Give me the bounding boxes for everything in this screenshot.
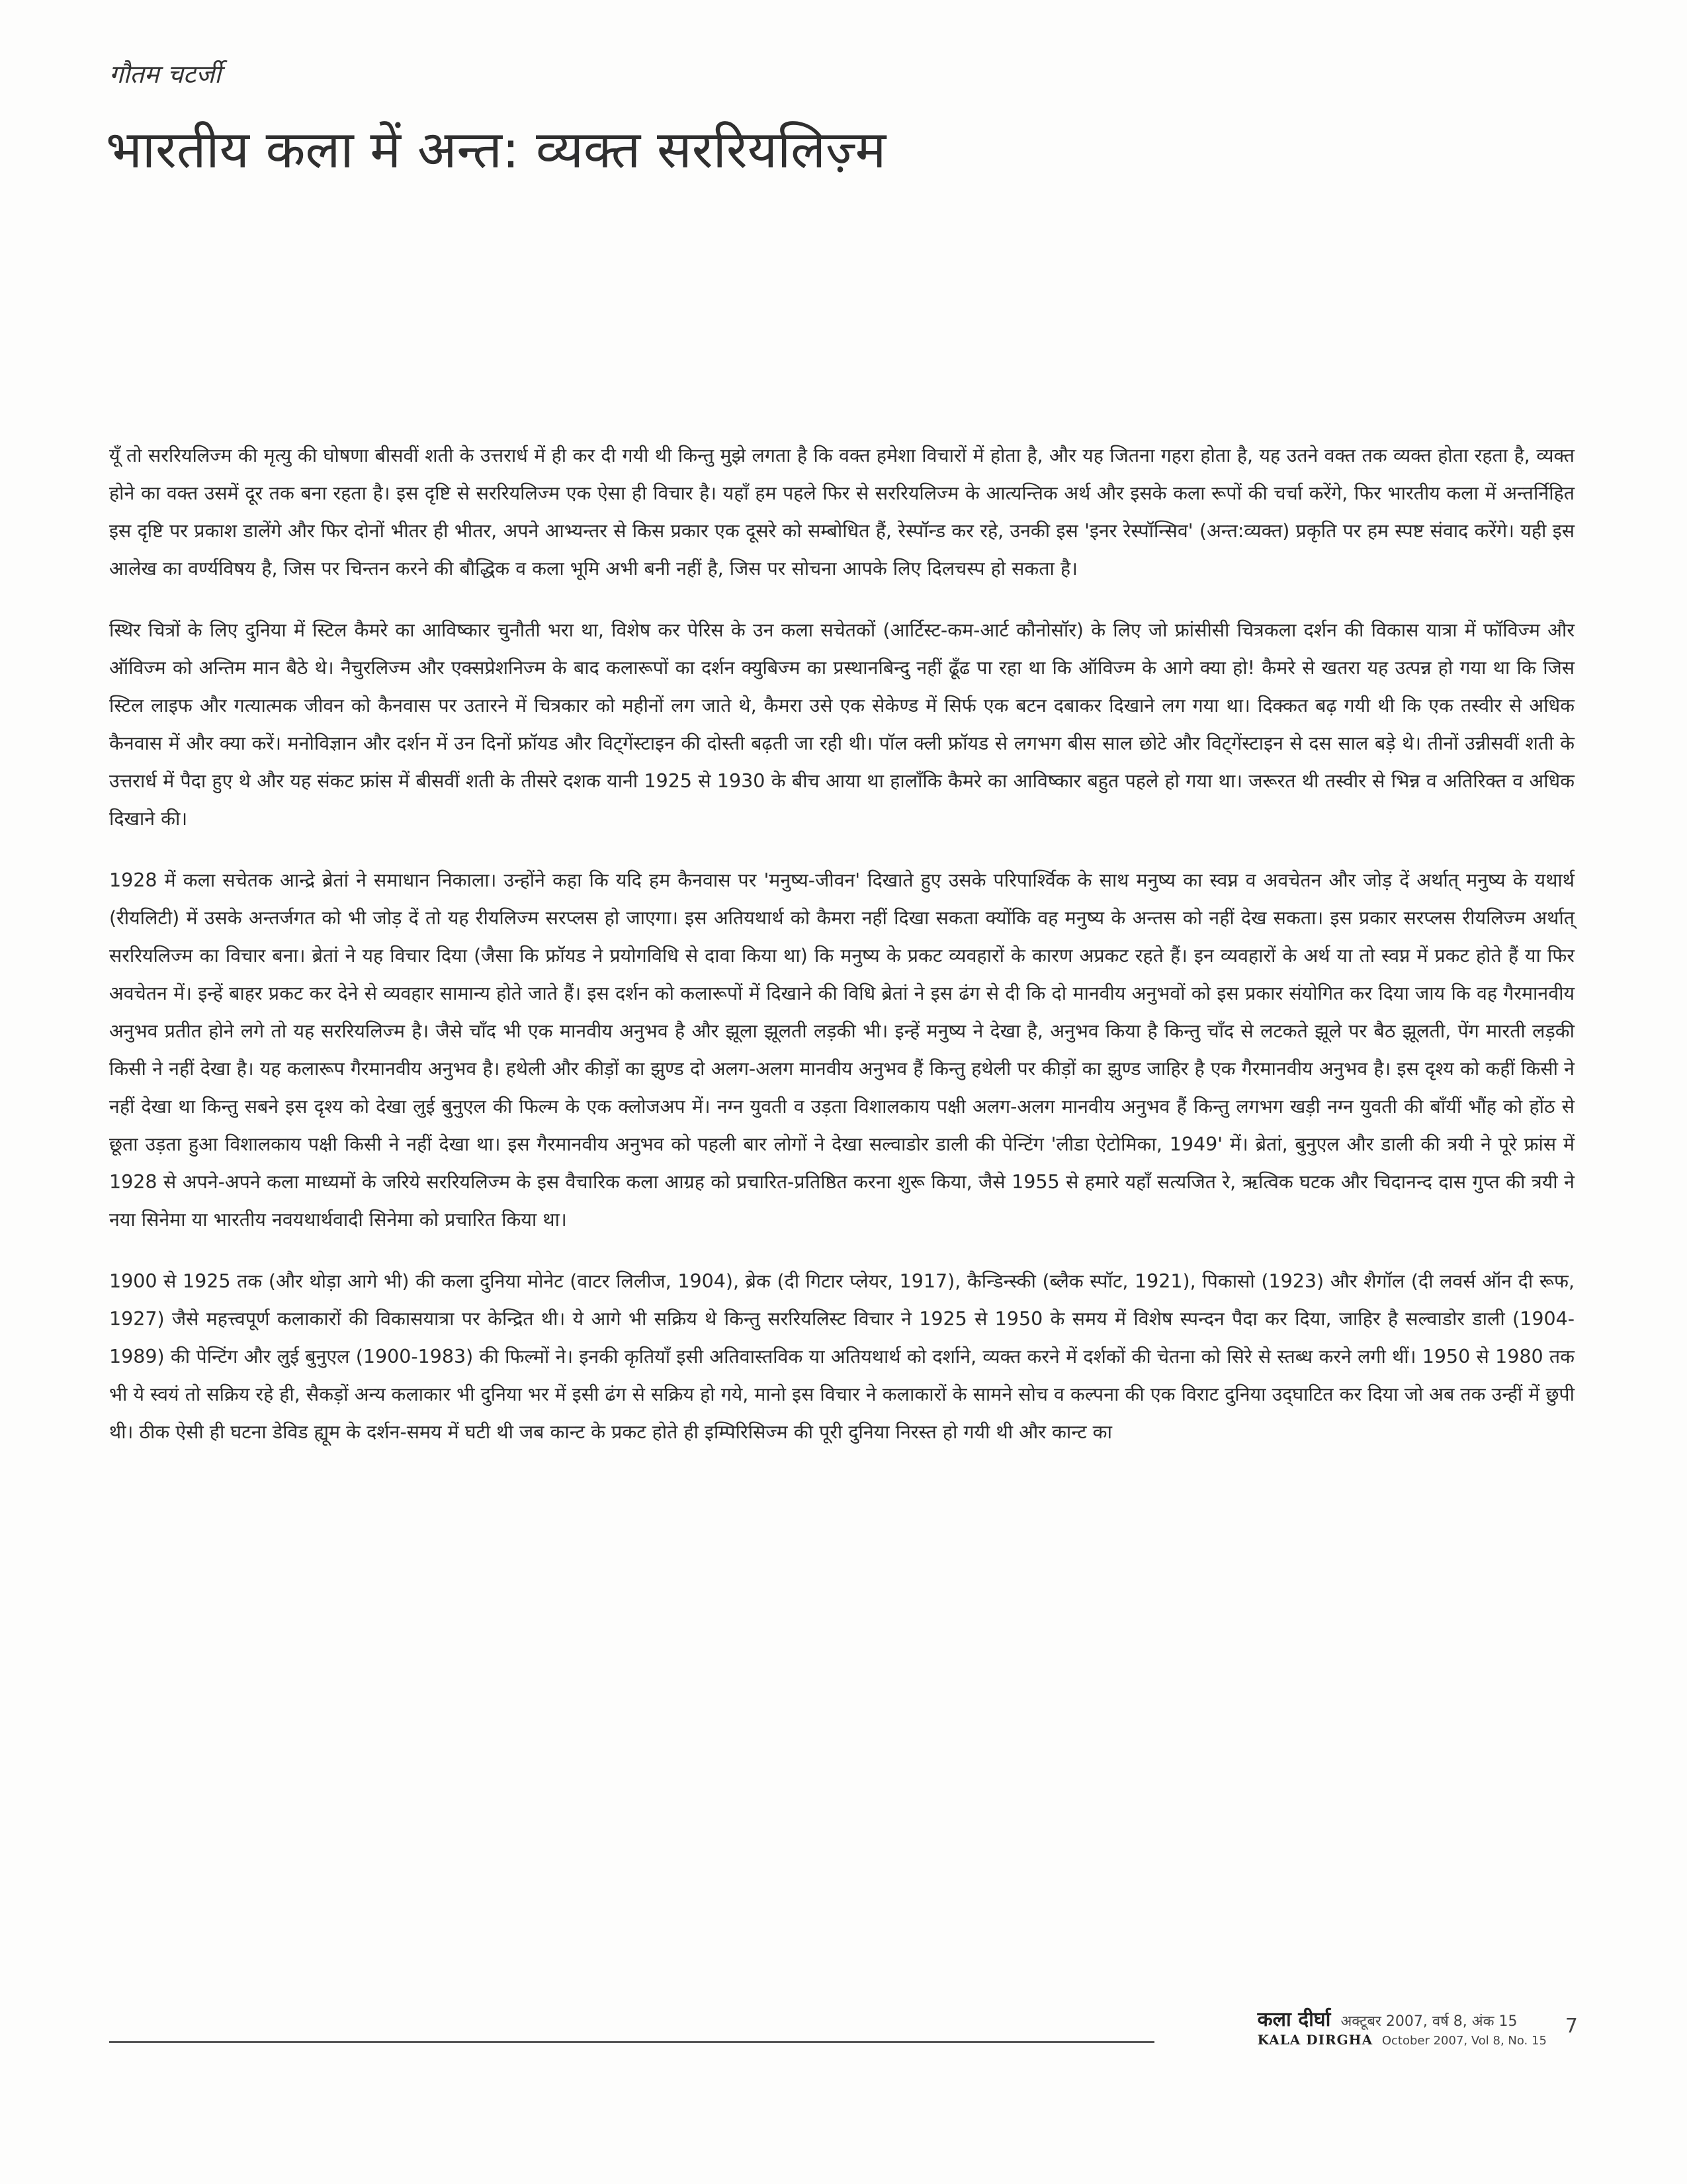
journal-name-english: KALA DIRGHA [1257,2032,1373,2048]
paragraph: 1928 में कला सचेतक आन्द्रे ब्रेतां ने समाधान निकाला। उन्होंने कहा कि यदि हम कैनवास पर 'मनुष्य-जीवन' दिखाते हुए उसके परिपार्श्विक के साथ मनुष्य का स्वप्न व अवचेतन और जोड़ दें अर्थात् मनुष्य के यथार्थ (रीयलिटी) में उसके अन्तर्जगत को भी जोड़ दें तो यह रीयलिज्म सरप्लस हो जाएगा। इस अतियथार्थ को कैमरा नहीं दिखा सकता क्योंकि वह मनुष्य के अन्तस को नहीं देख सकता। इस प्रकार सरप्लस रीयलिज्म अर्थात् सररियलिज्म का विचार बना। ब्रेतां ने यह विचार दिया (जैसा कि फ्रॉयड ने प्रयोगविधि से दावा किया था) कि मनुष्य के प्रकट व्यवहारों के कारण अप्रकट रहते हैं। इन व्यवहारों के अर्थ या तो स्वप्न में प्रकट होते हैं या फिर अवचेतन में। इन्हें बाहर प्रकट कर देने से व्यवहार सामान्य होते जाते हैं। इस दर्शन को कलारूपों में दिखाने की विधि ब्रेतां ने इस ढंग से दी कि दो मानवीय अनुभवों को इस प्रकार संयोगित कर दिया जाय कि वह गैरमानवीय अनुभव प्रतीत होने लगे तो यह सररियलिज्म है। जैसे चाँद भी एक मानवीय अनुभव है और झूला झूलती लड़की भी। इन्हें मनुष्य ने देखा है, अनुभव किया है किन्तु चाँद से लटकते झूले पर बैठ झूलती, पेंग मारती लड़की किसी ने नहीं देखा है। यह कलारूप गैरमानवीय अनुभव है। हथेली और कीड़ों का झुण्ड दो अलग-अलग मानवीय अनुभव हैं किन्तु हथेली पर कीड़ों का झुण्ड जाहिर है एक गैरमानवीय अनुभव है। इस दृश्य को कहीं किसी ने नहीं देखा था किन्तु सबने इस दृश्य को देखा लुई बुनुएल की फिल्म के एक क्लोजअप में। नग्न युवती व उड़ता विशालकाय पक्षी अलग-अलग मानवीय अनुभव हैं किन्तु लगभग खड़ी नग्न युवती की बाँयीं भौंह को होंठ से छूता उड़ता हुआ विशालकाय पक्षी किसी ने नहीं देखा था। इस गैरमानवीय अनुभव को पहली बार लोगों ने देखा सल्वाडोर डाली की पेन्टिंग 'लीडा ऐटोमिका, 1949' में। ब्रेतां, बुनुएल और डाली की त्रयी ने पूरे फ्रांस में 1928 से अपने-अपने कला माध्यमों के जरिये सररियलिज्म के इस वैचारिक कला आग्रह को प्रचारित-प्रतिष्ठित करना शुरू किया, जैसे 1955 से हमारे यहाँ सत्यजित रे, ऋत्विक घटक और चिदानन्द दास गुप्त की त्रयी ने नया सिनेमा या भारतीय नवयथार्थवादी सिनेमा को प्रचारित किया था। [109,869,1575,1231]
issue-info-english: October 2007, Vol 8, No. 15 [1381,2034,1547,2048]
page-footer [1258,2005,1578,2048]
article-title: भारतीय कला में अन्त: व्यक्त सररियलिज़्म [106,120,887,180]
issue-info-hindi: अक्टूबर 2007, वर्ष 8, अंक 15 [1340,2013,1518,2030]
paragraph: यूँ तो सररियलिज्म की मृत्यु की घोषणा बीसवीं शती के उत्तरार्ध में ही कर दी गयी थी किन्तु मुझे लगता है कि वक्त हमेशा विचारों में होता है, और यह जितना गहरा होता है, यह उतने वक्त तक व्यक्त होता रहता है, व्यक्त होने का वक्त उसमें दूर तक बना रहता है। इस दृष्टि से सररियलिज्म एक ऐसा ही विचार है। यहाँ हम पहले फिर से सररियलिज्म के आत्यन्तिक अर्थ और इसके कला रूपों की चर्चा करेंगे, फिर भारतीय कला में अन्तर्निहित इस दृष्टि पर प्रकाश डालेंगे और फिर दोनों भीतर ही भीतर, अपने आभ्यन्तर से किस प्रकार एक दूसरे को सम्बोधित हैं, रेस्पॉन्ड कर रहे, उनकी इस 'इनर रेस्पॉन्सिव' (अन्त:व्यक्त) प्रकृति पर हम स्पष्ट संवाद करेंगे। यही इस आलेख का वर्ण्यविषय है, जिस पर चिन्तन करने की बौद्धिक व कला भूमि अभी बनी नहीं है, जिस पर सोचना आपके लिए दिलचस्प हो सकता है। [109,445,1575,580]
author-name: गौतम चटर्जी [109,60,222,89]
article-body [109,437,1575,1475]
paragraph: 1900 से 1925 तक (और थोड़ा आगे भी) की कला दुनिया मोनेट (वाटर लिलीज, 1904), ब्रेक (दी गिटार प्लेयर, 1917), कैन्डिन्स्की (ब्लैक स्पॉट, 1921), पिकासो (1923) और शैगॉल (दी लवर्स ऑन दी रूफ, 1927) जैसे महत्त्वपूर्ण कलाकारों की विकासयात्रा पर केन्द्रित थी। ये आगे भी सक्रिय थे किन्तु सररियलिस्ट विचार ने 1925 से 1950 के समय में विशेष स्पन्दन पैदा कर दिया, जाहिर है सल्वाडोर डाली (1904-1989) की पेन्टिंग और लुई बुनुएल (1900-1983) की फिल्मों ने। इनकी कृतियाँ इसी अतिवास्तविक या अतियथार्थ को दर्शाने, व्यक्त करने में दर्शकों की चेतना को सिरे से स्तब्ध करने लगी थीं। 1950 से 1980 तक भी ये स्वयं तो सक्रिय रहे ही, सैकड़ों अन्य कलाकार भी दुनिया भर में इसी ढंग से सक्रिय हो गये, मानो इस विचार ने कलाकारों के सामने सोच व कल्पना की एक विराट दुनिया उद्‌घाटित कर दिया जो अब तक उन्हीं में छुपी थी। ठीक ऐसी ही घटना डेविड ह्यूम के दर्शन-समय में घटी थी जब कान्ट के प्रकट होते ही इम्पिरिसिज्म की पूरी दुनिया निरस्त हो गयी थी और कान्ट का [109,1270,1575,1443]
paragraph: स्थिर चित्रों के लिए दुनिया में स्टिल कैमरे का आविष्कार चुनौती भरा था, विशेष कर पेरिस के उन कला सचेतकों (आर्टिस्ट-कम-आर्ट कौनोसॉर) के लिए जो फ्रांसीसी चित्रकला दर्शन की विकास यात्रा में फॉविज्म और ऑविज्म को अन्तिम मान बैठे थे। नैचुरलिज्म और एक्सप्रेशनिज्म के बाद कलारूपों का दर्शन क्युबिज्म का प्रस्थानबिन्दु नहीं ढूँढ पा रहा था कि ऑविज्म के आगे क्या हो! कैमरे से खतरा यह उत्पन्न हो गया था कि जिस स्टिल लाइफ और गत्यात्मक जीवन को कैनवास पर उतारने में चित्रकार को महीनों लग जाते थे, कैमरा उसे एक सेकेण्ड में सिर्फ एक बटन दबाकर दिखाने लग गया था। दिक्कत बढ़ गयी थी कि एक तस्वीर से अधिक कैनवास में और क्या करें। मनोविज्ञान और दर्शन में उन दिनों फ्रॉयड और विट्गेंस्टाइन की दोस्ती बढ़ती जा रही थी। पॉल क्ली फ्रॉयड से लगभग बीस साल छोटे और विट्गेंस्टाइन से दस साल बड़े थे। तीनों उन्नीसवीं शती के उत्तरार्ध में पैदा हुए थे और यह संकट फ्रांस में बीसवीं शती के तीसरे दशक यानी 1925 से 1930 के बीच आया था हालाँकि कैमरे का आविष्कार बहुत पहले हो गया था। जरूरत थी तस्वीर से भिन्न व अतिरिक्त व अधिक दिखाने की। [109,619,1575,830]
page-number: 7 [1565,2015,1578,2038]
footer-divider [109,2041,1154,2043]
journal-name-hindi: कला दीर्घा [1257,2008,1331,2031]
journal-info [1258,2005,1547,2048]
